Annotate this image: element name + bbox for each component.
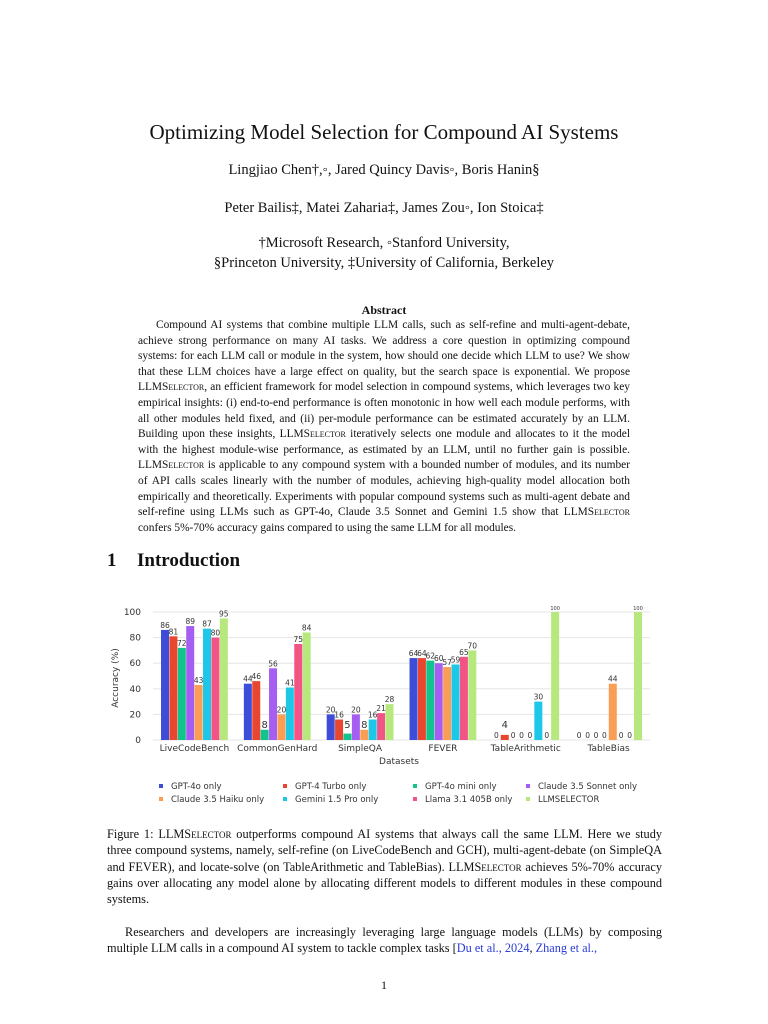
bar — [501, 735, 509, 740]
bar — [352, 714, 360, 740]
bar — [360, 730, 368, 740]
bar — [169, 636, 177, 740]
bar — [211, 638, 219, 740]
bar — [460, 657, 468, 740]
bar — [435, 663, 443, 740]
bar — [385, 704, 393, 740]
bar — [452, 664, 460, 740]
bar-value-label: 95 — [219, 609, 229, 619]
bar-value-label: 0 — [618, 731, 624, 740]
bar — [303, 632, 311, 740]
figure-caption: Figure 1: LLMSelector outperforms compound AI systems that always call the same LLM. Here we study three compound systems, namely, self-refine (on LiveCodeBench and GCH), multi-agent-debate (on SimpleQA and FEVER), and locate-solve (on TableArithmetic and TableBias). LLMSelector achieves 5%-70% accuracy gains over allocating any model alone by allocating different models to different modules in these compound systems. — [107, 827, 662, 907]
figure-1-bar-chart — [107, 598, 662, 814]
bar — [161, 630, 169, 740]
y-axis-label: Accuracy (%) — [111, 648, 121, 708]
bar-value-label: 89 — [185, 617, 195, 627]
bar — [634, 612, 642, 740]
bar-value-label: 60 — [433, 654, 444, 664]
legend-label: LLMSELECTOR — [538, 795, 600, 805]
bar-value-label: 0 — [576, 731, 582, 740]
bar-value-label: 41 — [285, 678, 295, 688]
bar-value-label: 0 — [544, 731, 550, 740]
bar-value-label: 0 — [601, 731, 607, 740]
bar-value-label: 100 — [550, 606, 560, 612]
affiliations: †Microsoft Research, ◦Stanford University, — [258, 235, 510, 251]
y-tick-label: 0 — [135, 736, 141, 746]
bar — [286, 688, 294, 740]
bar-value-label: 5 — [344, 720, 351, 731]
bar-value-label: 8 — [261, 720, 268, 731]
y-tick-label: 100 — [123, 608, 141, 618]
chart-legend — [159, 782, 637, 805]
author-list: Peter Bailis‡, Matei Zaharia‡, James Zou◦, Ion Stoica‡ — [224, 200, 544, 216]
bar — [443, 667, 451, 740]
bar-value-label: 20 — [276, 705, 287, 715]
bar-value-label: 0 — [519, 731, 524, 740]
bar-value-label: 20 — [325, 705, 336, 715]
legend-swatch — [159, 797, 163, 801]
bar-value-label: 8 — [361, 720, 368, 731]
bar-value-label: 72 — [177, 638, 187, 648]
chart-bars — [161, 612, 642, 740]
x-axis-label: Datasets — [379, 757, 419, 767]
bar — [178, 648, 186, 740]
citation-link[interactable]: Du et al., 2024 — [456, 941, 530, 956]
bar — [220, 618, 228, 740]
legend-label: Claude 3.5 Sonnet only — [538, 782, 638, 792]
legend-swatch — [159, 784, 163, 788]
paper-title: Optimizing Model Selection for Compound AI Systems — [149, 120, 619, 144]
x-tick-label: LiveCodeBench — [159, 744, 230, 754]
legend-swatch — [283, 797, 287, 801]
page-number: 1 — [381, 978, 387, 992]
x-tick-label: SimpleQA — [338, 744, 383, 754]
bar-value-label: 100 — [633, 606, 643, 612]
bar-value-label: 4 — [501, 720, 508, 731]
bar-value-label: 81 — [168, 627, 179, 637]
author-list: Lingjiao Chen†,◦, Jared Quincy Davis◦, Boris Hanin§ — [228, 162, 540, 178]
bar-value-label: 86 — [160, 620, 170, 630]
bar — [252, 681, 260, 740]
legend-item — [413, 782, 497, 792]
legend-label: Llama 3.1 405B only — [425, 795, 513, 805]
y-tick-label: 20 — [129, 710, 141, 721]
legend-item — [413, 795, 512, 805]
section-number: 1 — [107, 550, 117, 571]
legend-label: Claude 3.5 Haiku only — [171, 795, 265, 805]
bar-value-label: 59 — [450, 655, 461, 665]
legend-item — [283, 795, 378, 805]
legend-label: GPT-4 Turbo only — [295, 782, 367, 792]
x-tick-label: TableArithmetic — [490, 744, 561, 754]
abstract-text: Compound AI systems that combine multiple LLM calls, such as self-refine and multi-agent-debate, achieve strong performance on many AI tasks. We address a core question in optimizing compound systems: for each LLM call or module in the system, how should one decide which LLM to use? We show that these LLM choices have a large effect on quality, but the search space is exponential. We propose LLMSelector, an efficient framework for model selection in compound systems, which leverages two key empirical insights: (i) end-to-end performance is often monotonic in how well each module performs, with all other modules held fixed, and (ii) per-module performance can be estimated accurately by an LLM. Building upon these insights, LLMSelector iteratively selects one module and allocates to it the model with the highest module-wise performance, as estimated by an LLM, until no further gain is possible. LLMSelector is applicable to any compound system with a bounded number of modules, and its number of API calls scales linearly with the number of modules, achieving high-quality model allocation both empirically and theoretically. Experiments with popular compound systems such as multi-agent debate and self-refine using LLMs such as GPT-4o, Claude 3.5 Sonnet and Gemini 1.5 show that LLMSelector confers 5%-70% accuracy gains compared to using the same LLM for all modules. — [138, 319, 630, 534]
y-tick-label: 60 — [129, 659, 141, 670]
chart-data-labels — [160, 606, 643, 740]
bar-value-label: 0 — [585, 731, 590, 740]
bar-value-label: 64 — [408, 649, 419, 659]
bar — [369, 720, 377, 740]
bar — [294, 644, 302, 740]
body-paragraph: Researchers and developers are increasingly leveraging large language models (LLMs) by composing multiple LLM calls in a compound AI system to tackle complex tasks [Du et al., 2024, Zhang et al., — [107, 925, 662, 956]
bar-value-label: 84 — [301, 623, 312, 633]
y-tick-label: 80 — [129, 633, 141, 644]
x-axis-ticks — [160, 744, 630, 754]
legend-swatch — [413, 784, 417, 788]
bar — [195, 685, 203, 740]
bar-value-label: 0 — [527, 731, 533, 740]
legend-label: Gemini 1.5 Pro only — [295, 795, 379, 805]
bar — [377, 713, 385, 740]
bar — [343, 734, 351, 740]
bar-value-label: 16 — [334, 710, 344, 720]
bar-value-label: 43 — [193, 675, 204, 685]
bar — [426, 661, 434, 740]
section-title: Introduction — [137, 550, 241, 571]
bar-value-label: 64 — [417, 649, 427, 659]
bar-value-label: 44 — [243, 674, 253, 684]
bar — [244, 684, 252, 740]
bar-value-label: 46 — [251, 672, 262, 682]
bar-value-label: 0 — [493, 731, 499, 740]
legend-item — [159, 782, 221, 792]
legend-swatch — [526, 784, 530, 788]
legend-item — [526, 782, 637, 792]
bar-value-label: 16 — [367, 710, 378, 720]
bar — [410, 658, 418, 740]
legend-item — [159, 795, 264, 805]
bar-value-label: 21 — [376, 704, 386, 714]
legend-swatch — [526, 797, 530, 801]
bar-value-label: 87 — [202, 619, 212, 629]
bar — [261, 730, 269, 740]
bar — [468, 650, 476, 740]
bar — [277, 714, 285, 740]
bar-value-label: 70 — [467, 641, 478, 651]
bar-value-label: 62 — [425, 651, 436, 661]
bar — [335, 720, 343, 740]
section-heading — [107, 550, 240, 572]
bar-value-label: 0 — [593, 731, 599, 740]
bar-value-label: 28 — [384, 695, 395, 705]
bar-value-label: 0 — [510, 731, 516, 740]
legend-item — [526, 795, 599, 805]
legend-label: GPT-4o only — [171, 782, 222, 792]
bar — [534, 702, 542, 740]
bar-value-label: 56 — [268, 659, 278, 669]
abstract-heading: Abstract — [361, 303, 407, 317]
x-tick-label: FEVER — [428, 744, 458, 754]
y-axis-ticks — [124, 608, 141, 746]
bar-value-label: 57 — [442, 658, 452, 668]
y-tick-label: 40 — [129, 684, 141, 695]
bar-value-label: 30 — [533, 692, 544, 702]
x-tick-label: TableBias — [587, 744, 630, 754]
x-tick-label: CommonGenHard — [237, 744, 318, 754]
bar — [269, 668, 277, 740]
legend-swatch — [413, 797, 417, 801]
bar-value-label: 44 — [608, 674, 618, 684]
bar-value-label: 65 — [459, 647, 469, 657]
bar-value-label: 0 — [627, 731, 632, 740]
bar — [609, 684, 617, 740]
bar-value-label: 80 — [210, 628, 221, 638]
legend-label: GPT-4o mini only — [425, 782, 497, 792]
affiliations: §Princeton University, ‡University of California, Berkeley — [213, 255, 555, 271]
bar-value-label: 75 — [293, 635, 304, 644]
bar — [203, 629, 211, 740]
bar — [418, 658, 426, 740]
bar-value-label: 20 — [351, 705, 361, 715]
legend-item — [283, 782, 366, 792]
bar — [551, 612, 559, 740]
citation-link[interactable]: Zhang et al., — [535, 941, 598, 956]
legend-swatch — [283, 784, 287, 788]
